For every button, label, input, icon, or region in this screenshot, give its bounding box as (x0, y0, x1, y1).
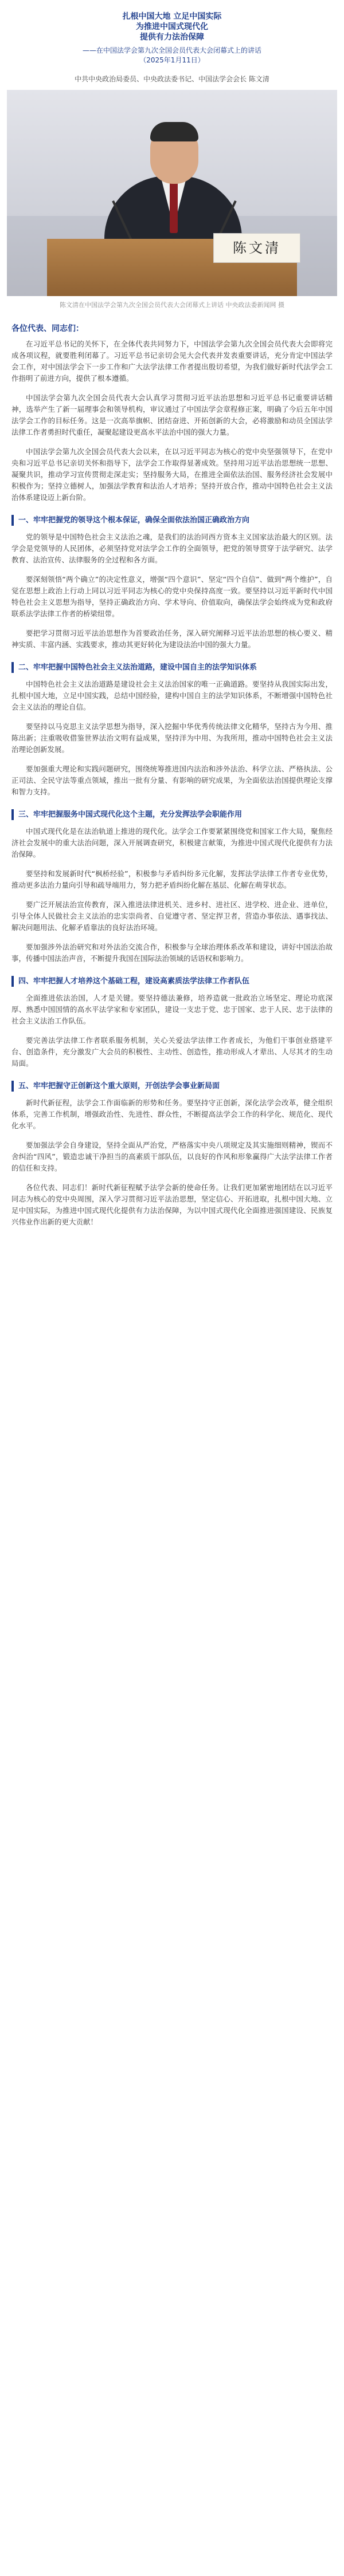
section-paragraph: 全面推进依法治国，人才是关键。要坚持德法兼修，培养造就一批政治立场坚定、理论功底深厚、熟悉中国国情的高水平法学家和专家团队，建设一支忠于党、忠于国家、忠于人民、忠于法律的社会主义法治工作队伍。 (11, 994, 333, 1025)
section-heading-4: 四、牢牢把握人才培养这个基础工程，建设高素质法学法律工作者队伍 (11, 976, 333, 987)
photo-speaker-hair (150, 122, 198, 141)
section-heading-2: 二、牢牢把握中国特色社会主义法治道路，建设中国自主的法学知识体系 (11, 662, 333, 673)
section-paragraph: 中国式现代化是在法治轨道上推进的现代化。法学会工作要紧紧围绕党和国家工作大局，聚焦经济社会发展中的重大法治问题，深入开展调查研究，积极建言献策，为推进中国式现代化提供有力法治保障。 (11, 827, 333, 858)
section-paragraph: 要加强法学会自身建设，坚持全面从严治党，严格落实中央八项规定及其实施细则精神，锲而不舍纠治“四风”，锻造忠诚干净担当的高素质干部队伍，以良好的作风和形象赢得广大法学法律工作者的信任和支持。 (11, 1141, 333, 1172)
nameplate: 陈文清 (213, 233, 300, 263)
speaker-photo (7, 90, 337, 296)
section-heading-5: 五、牢牢把握守正创新这个重大原则，开创法学会事业新局面 (11, 1081, 333, 1092)
title-line-1: 扎根中国大地 立足中国实际 (122, 12, 222, 21)
section-paragraph: 要加强重大理论和实践问题研究，围绕统筹推进国内法治和涉外法治、科学立法、严格执法、公正司法、全民守法等重点领域，推出一批有分量、有影响的研究成果，为全面依法治国提供理论支撑和智力支持。 (11, 765, 333, 796)
intro-paragraph: 中国法学会第九次全国会员代表大会以来，在以习近平同志为核心的党中央坚强领导下，在党中央和习近平总书记亲切关怀和指导下，法学会工作取得显著成效。坚持用习近平法治思想统一思想、凝聚共识，推动学习宣传贯彻走深走实；坚持服务大局，在推进全面依法治国、服务经济社会发展中积极作为；坚持立德树人，加强法学教育和法治人才培养；坚持开放合作，推动中国特色社会主义法治体系建设迈上新台阶。 (11, 447, 333, 502)
title-line-3: 提供有力法治保障 (140, 33, 204, 42)
title-line-2: 为推进中国式现代化 (136, 22, 208, 31)
article-header (0, 0, 344, 84)
section-paragraph: 要坚持和发展新时代“枫桥经验”，积极参与矛盾纠纷多元化解，发挥法学法律工作者专业优势，推动更多法治力量向引导和疏导端用力，努力把矛盾纠纷化解在基层、化解在萌芽状态。 (11, 869, 333, 889)
greeting: 各位代表、同志们： (11, 324, 84, 333)
subtitle: ——在中国法学会第九次全国会员代表大会闭幕式上的讲话 (82, 46, 261, 54)
speech-date: （2025年1月11日） (139, 56, 205, 64)
section-paragraph: 要深刻领悟“两个确立”的决定性意义，增强“四个意识”、坚定“四个自信”、做到“两个维护”，自觉在思想上政治上行动上同以习近平同志为核心的党中央保持高度一致。要坚持以习近平新时代中国特色社会主义思想为指导，坚持正确政治方向、学术导向、价值取向，确保法学会始终成为党和政府联系法学法律工作者的桥梁纽带。 (11, 575, 333, 618)
intro-body (0, 338, 344, 503)
section-paragraph: 要坚持以马克思主义法学思想为指导，深入挖掘中华优秀传统法律文化精华，坚持古为今用、推陈出新；注重吸收借鉴世界法治文明有益成果，坚持洋为中用、为我所用，推动中国特色社会主义法治理论创新发展。 (11, 722, 333, 754)
intro-paragraph: 在习近平总书记的关怀下，在全体代表共同努力下，中国法学会第九次全国会员代表大会即将完成各项议程，就要胜利闭幕了。习近平总书记亲切会见大会代表并发表重要讲话，充分肯定中国法学会工作，对中国法学会下一步工作和广大法学法律工作者提出殷切希望，为我们做好新时代法学会工作指明了前进方向，提供了根本遵循。 (11, 340, 333, 383)
section-paragraph: 要加强涉外法治研究和对外法治交流合作，积极参与全球治理体系改革和建设，讲好中国法治故事，传播中国法治声音，不断提升我国在国际法治领域的话语权和影响力。 (11, 943, 333, 963)
author-line: 中共中央政治局委员、中央政法委书记、中国法学会会长 陈文清 (75, 75, 269, 83)
section-paragraph: 各位代表、同志们！新时代新征程赋予法学会新的使命任务。让我们更加紧密地团结在以习近平同志为核心的党中央周围，深入学习贯彻习近平法治思想，坚定信心、开拓进取，扎根中国大地、立足中国实际，为推进中国式现代化提供有力法治保障，为以中国式现代化全面推进强国建设、民族复兴伟业作出新的更大贡献！ (11, 1183, 333, 1226)
section-paragraph: 中国特色社会主义法治道路是建设社会主义法治国家的唯一正确道路。要坚持从我国实际出发，扎根中国大地，立足中国实践，总结中国经验，建构中国自主的法学知识体系，不断增强中国特色社会主义法治的理论自信。 (11, 680, 333, 711)
section-heading-1: 一、牢牢把握党的领导这个根本保证，确保全面依法治国正确政治方向 (11, 515, 333, 526)
section-body-1 (0, 531, 344, 651)
section-heading-3: 三、牢牢把握服务中国式现代化这个主题，充分发挥法学会职能作用 (11, 809, 333, 820)
section-paragraph: 新时代新征程，法学会工作面临新的形势和任务。要坚持守正创新，深化法学会改革，健全组织体系，完善工作机制，增强政治性、先进性、群众性，不断提高法学会工作的科学化、规范化、现代化水平。 (11, 1098, 333, 1130)
section-paragraph: 要把学习贯彻习近平法治思想作为首要政治任务，深入研究阐释习近平法治思想的核心要义、精神实质、丰富内涵、实践要求，推动其更好转化为建设法治中国的强大力量。 (11, 629, 333, 649)
photo-speaker-tie (170, 182, 178, 233)
section-paragraph: 要广泛开展法治宣传教育，深入推进法律进机关、进乡村、进社区、进学校、进企业、进单位，引导全体人民做社会主义法治的忠实崇尚者、自觉遵守者、坚定捍卫者，营造办事依法、遇事找法、解决问题用法、化解矛盾靠法的良好法治环境。 (11, 900, 333, 932)
photo-caption: 陈文清在中国法学会第九次全国会员代表大会闭幕式上讲话 中央政法委新闻网 摄 (60, 301, 284, 309)
intro-paragraph: 中国法学会第九次全国会员代表大会认真学习贯彻习近平法治思想和习近平总书记重要讲话精神，选举产生了新一届理事会和领导机构，审议通过了中国法学会章程修正案，明确了今后五年中国法学会工作的目标任务。这是一次高举旗帜、团结奋进、开拓创新的大会，必将激励和动员全国法学法律工作者勇担时代重任，凝聚起建设更高水平法治中国的强大力量。 (11, 393, 333, 436)
section-body-5 (0, 1097, 344, 1228)
section-body-3 (0, 826, 344, 964)
section-paragraph: 党的领导是中国特色社会主义法治之魂，是我们的法治同西方资本主义国家法治最大的区别。法学会是党领导的人民团体，必须坚持党对法学会工作的全面领导，把党的领导贯穿于法学研究、法学教育、法治宣传、法律服务的全过程和各方面。 (11, 533, 333, 564)
section-paragraph: 要完善法学法律工作者联系服务机制，关心关爱法学法律工作者成长，为他们干事创业搭建平台、创造条件，充分激发广大会员的积极性、主动性、创造性，推动形成人才辈出、人尽其才的生动局面。 (11, 1036, 333, 1068)
section-body-4 (0, 992, 344, 1069)
section-body-2 (0, 679, 344, 798)
